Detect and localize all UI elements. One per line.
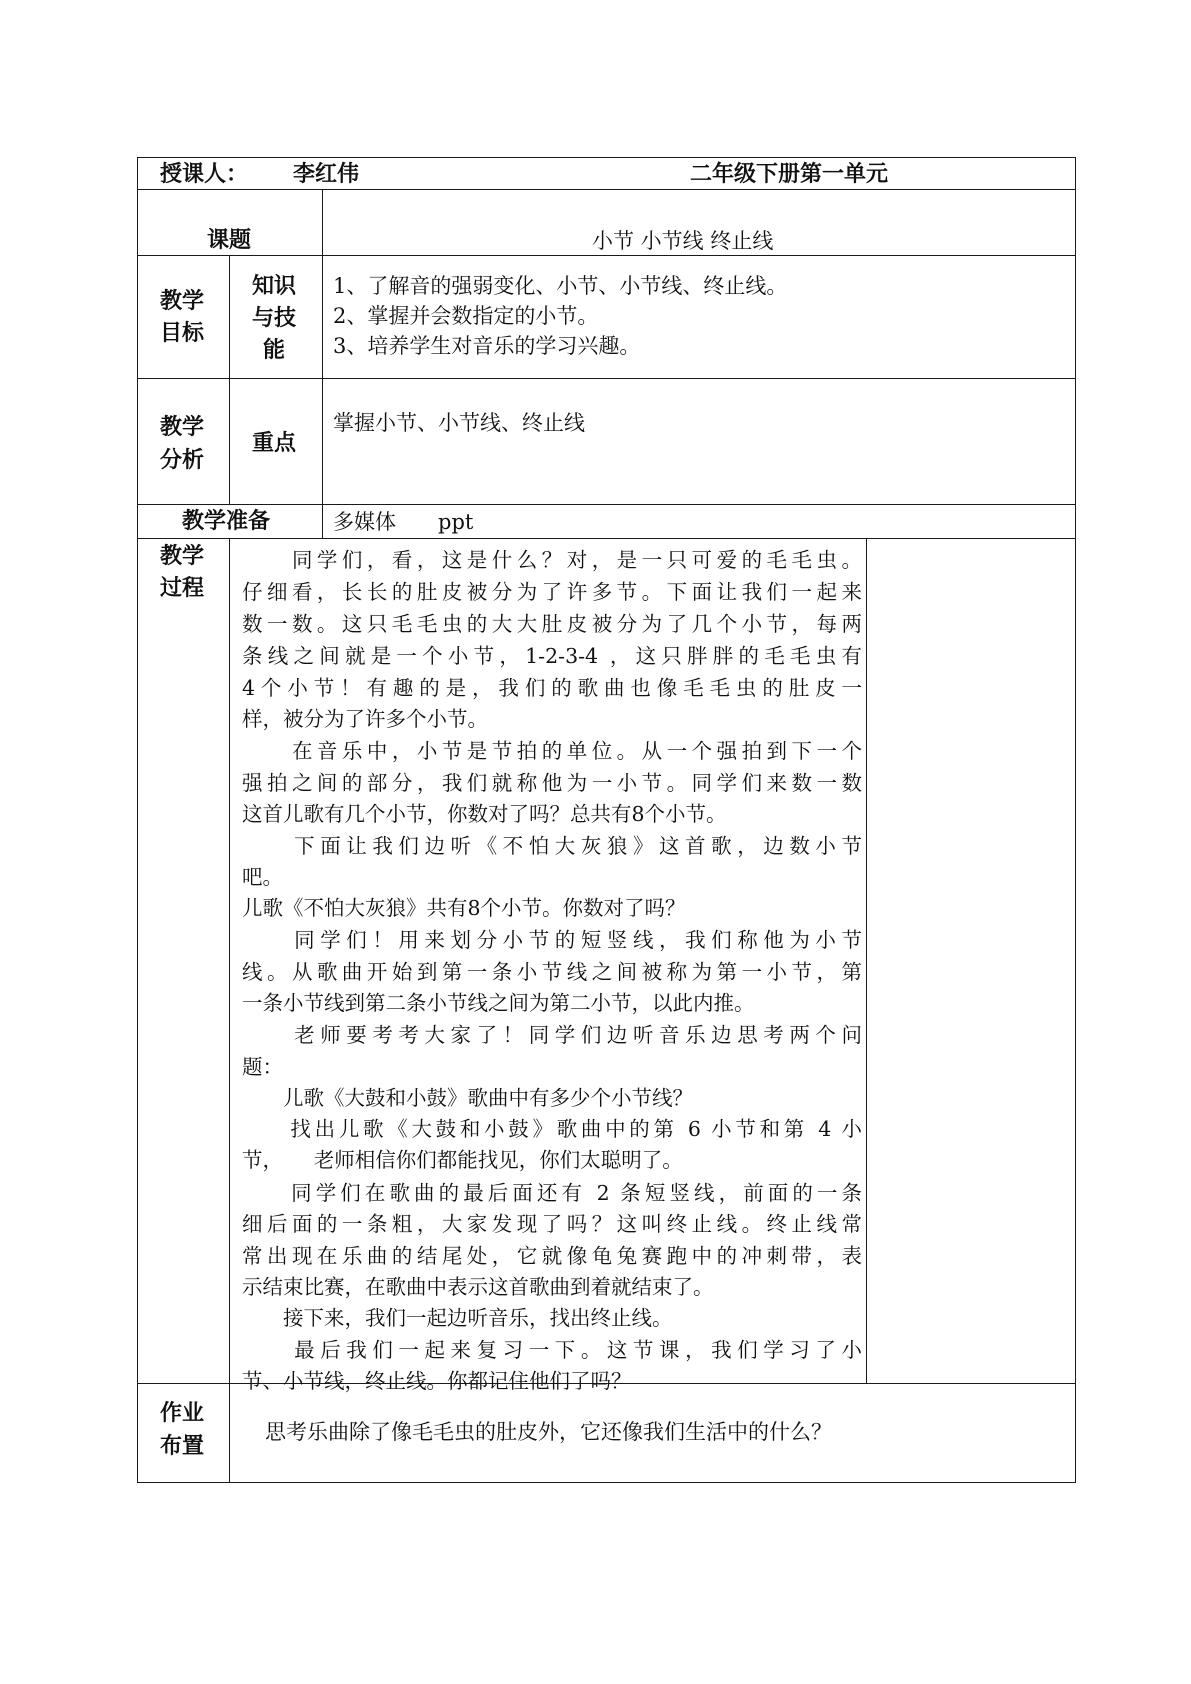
process-label-divider — [229, 538, 230, 1383]
process-line: 最后我们一起来复习一下。这节课，我们学习了小 — [242, 1338, 862, 1362]
homework-label-line-1: 作业 — [160, 1401, 205, 1426]
homework-label-divider — [229, 1383, 230, 1482]
process-line: 节， 老师相信你们都能找见，你们太聪明了。 — [242, 1148, 683, 1172]
process-line: 示结束比赛，在歌曲中表示这首歌曲到着就结束了。 — [242, 1275, 714, 1299]
process-line: 这首儿歌有几个小节，你数对了吗？总共有8个小节。 — [242, 802, 727, 826]
process-line: 一条小节线到第二条小节线之间为第二小节，以此内推。 — [242, 991, 755, 1015]
process-line: 儿歌《大鼓和小鼓》歌曲中有多少个小节线？ — [242, 1086, 693, 1110]
process-line: 4个小节！有趣的是，我们的歌曲也像毛毛虫的肚皮一 — [242, 676, 862, 700]
process-line: 条线之间就是一个小节，1-2-3-4 ，这只胖胖的毛毛虫有 — [242, 644, 862, 668]
preparation-value: 多媒体 ppt — [333, 510, 474, 534]
process-line: 节、小节线，终止线。你都记住他们了吗？ — [242, 1369, 632, 1393]
process-label-line-1: 教学 — [160, 544, 205, 569]
process-line: 数一数。这只毛毛虫的大大肚皮被分为了几个小节，每两 — [242, 612, 862, 636]
row-divider-analysis — [138, 504, 1075, 505]
process-line: 样，被分为了许多个小节。 — [242, 707, 488, 731]
process-line: 老师要考考大家了！同学们边听音乐边思考两个问 — [242, 1023, 862, 1047]
table-border-bottom — [138, 1482, 1075, 1483]
table-border-right — [1075, 157, 1076, 1483]
process-right-divider — [866, 538, 867, 1383]
process-line: 儿歌《不怕大灰狼》共有8个小节。你数对了吗？ — [242, 896, 686, 920]
process-line: 细后面的一条粗，大家发现了吗？这叫终止线。终止线常 — [242, 1212, 862, 1236]
preparation-label: 教学准备 — [182, 509, 271, 534]
homework-value: 思考乐曲除了像毛毛虫的肚皮外，它还像我们生活中的什么？ — [265, 1420, 832, 1444]
analysis-label-line-2: 分析 — [160, 448, 205, 473]
objectives-label-line-2: 目标 — [160, 321, 205, 346]
process-line: 吧。 — [242, 865, 283, 889]
analysis-label-line-1: 教学 — [160, 415, 205, 440]
table-border-top — [138, 157, 1075, 158]
process-line: 线。从歌曲开始到第一条小节线之间被称为第一小节，第 — [242, 960, 862, 984]
objective-item-1: 1、了解音的强弱变化、小节、小节线、终止线。 — [333, 274, 788, 298]
objectives-label-line-1: 教学 — [160, 289, 205, 314]
process-line: 题： — [242, 1055, 283, 1079]
teacher-label: 授课人： — [160, 162, 249, 187]
process-line: 仔细看，长长的肚皮被分为了许多节。下面让我们一起来 — [242, 580, 862, 604]
process-line: 同学们，看，这是什么？对，是一只可爱的毛毛虫。 — [242, 548, 862, 572]
process-line: 常出现在乐曲的结尾处，它就像龟兔赛跑中的冲刺带，表 — [242, 1244, 862, 1268]
process-line: 同学们在歌曲的最后面还有 2 条短竖线，前面的一条 — [242, 1181, 862, 1205]
table-border-left — [137, 157, 138, 1483]
process-line: 强拍之间的部分，我们就称他为一小节。同学们来数一数 — [242, 771, 862, 795]
process-label-line-2: 过程 — [160, 576, 205, 601]
unit-title: 二年级下册第一单元 — [690, 162, 889, 187]
row-divider-preparation — [138, 538, 1075, 539]
label-column-divider — [322, 189, 323, 539]
process-line: 同学们！用来划分小节的短竖线，我们称他为小节 — [242, 928, 862, 952]
row-divider-header — [138, 189, 1075, 190]
objective-item-2: 2、掌握并会数指定的小节。 — [333, 304, 599, 328]
topic-label: 课题 — [207, 228, 252, 253]
sub-label-divider — [229, 255, 230, 504]
homework-label-line-2: 布置 — [160, 1434, 205, 1459]
key-point-label: 重点 — [252, 431, 297, 456]
row-divider-objectives — [138, 378, 1075, 379]
key-point-value: 掌握小节、小节线、终止线 — [333, 411, 585, 435]
process-line: 下面让我们边听《不怕大灰狼》这首歌，边数小节 — [242, 834, 862, 858]
process-line: 接下来，我们一起边听音乐，找出终止线。 — [242, 1306, 673, 1330]
objective-item-3: 3、培养学生对音乐的学习兴趣。 — [333, 334, 641, 358]
knowledge-skills-label-line-2: 与技 — [252, 306, 297, 331]
knowledge-skills-label-line-1: 知识 — [252, 274, 297, 299]
knowledge-skills-label-line-3: 能 — [263, 338, 286, 363]
teacher-name: 李红伟 — [293, 162, 360, 187]
row-divider-topic — [138, 255, 1075, 256]
process-line: 在音乐中，小节是节拍的单位。从一个强拍到下一个 — [242, 739, 862, 763]
topic-value: 小节 小节线 终止线 — [592, 229, 774, 253]
process-line: 找出儿歌《大鼓和小鼓》歌曲中的第 6 小节和第 4 小 — [242, 1117, 862, 1141]
